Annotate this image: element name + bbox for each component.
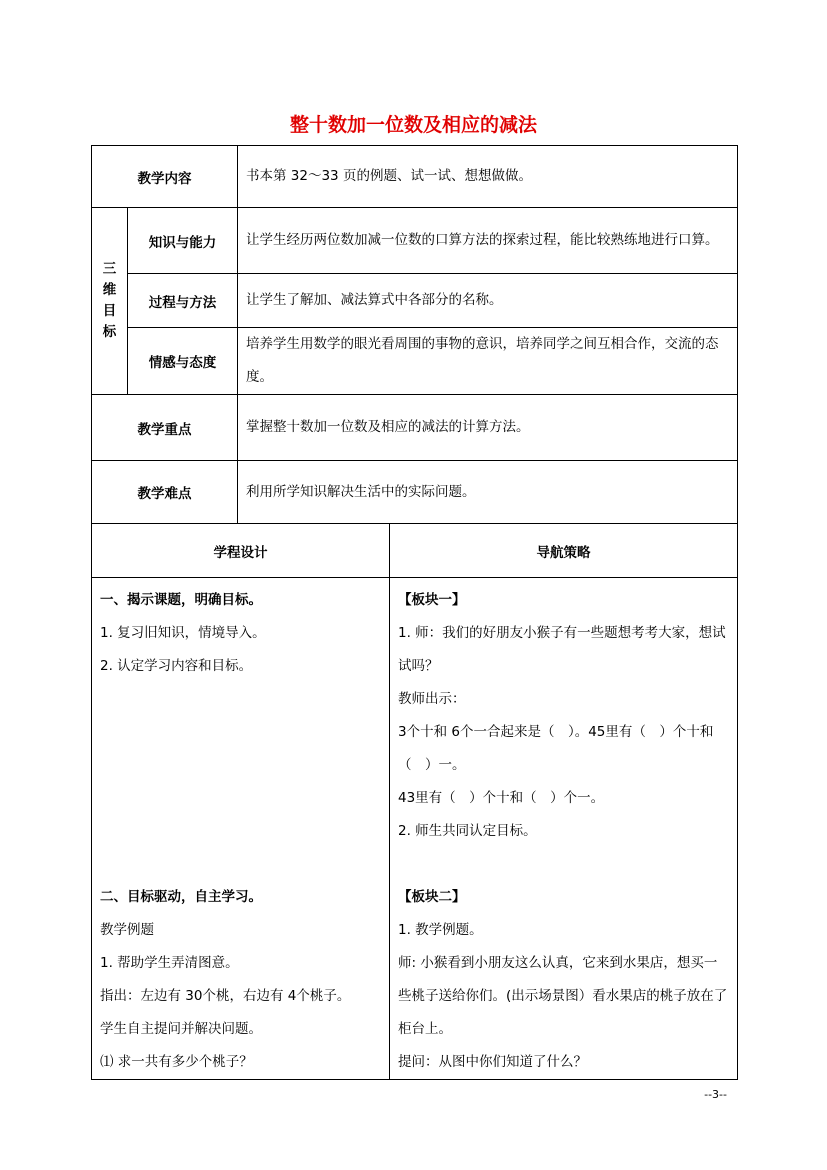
block-title: 【板块二】 xyxy=(398,889,466,905)
value-difficulty: 利用所学知识解决生活中的实际问题。 xyxy=(238,461,738,524)
label-emotion: 情感与态度 xyxy=(128,328,238,395)
label-three-dim-goals: 三 维 目 标 xyxy=(92,208,128,395)
list-item: 43里有（ ）个十和（ ）个一。 xyxy=(398,790,605,806)
label-key-point: 教学重点 xyxy=(92,395,238,461)
list-item: 指出：左边有 30个桃，右边有 4个桃子。 xyxy=(100,988,351,1004)
row-design-header xyxy=(92,524,738,578)
navigation-strategy-column xyxy=(390,578,738,1080)
document-title: 整十数加一位数及相应的减法 xyxy=(289,114,537,136)
header-navigation-strategy: 导航策略 xyxy=(390,524,738,578)
value-knowledge: 让学生经历两位数加减一位数的口算方法的探索过程，能比较熟练地进行口算。 xyxy=(238,208,738,274)
value-process: 让学生了解加、减法算式中各部分的名称。 xyxy=(238,274,738,328)
list-item: 2. 认定学习内容和目标。 xyxy=(100,658,253,674)
row-process xyxy=(92,274,738,328)
list-item: 1. 复习旧知识，情境导入。 xyxy=(100,625,266,641)
row-emotion xyxy=(92,328,738,395)
list-item: 3个十和 6个一合起来是（ ）。45里有（ ）个十和（ ）一。 xyxy=(398,724,714,773)
list-item: 师: 小猴看到小朋友这么认真，它来到水果店，想买一些桃子送给你们。(出示场景图）看水果店的桃子放在了柜台上。 xyxy=(398,955,728,1037)
lesson-plan-table xyxy=(91,145,738,1080)
label-knowledge: 知识与能力 xyxy=(128,208,238,274)
list-item: 1. 帮助学生弄清图意。 xyxy=(100,955,239,971)
list-item: 学生自主提问并解决问题。 xyxy=(100,1021,262,1037)
list-item: 教师出示： xyxy=(398,691,466,707)
row-knowledge xyxy=(92,208,738,274)
list-item: 2. 师生共同认定目标。 xyxy=(398,823,537,839)
value-key-point: 掌握整十数加一位数及相应的减法的计算方法。 xyxy=(238,395,738,461)
list-item: 1. 教学例题。 xyxy=(398,922,483,938)
row-key-point xyxy=(92,395,738,461)
row-teaching-content xyxy=(92,146,738,208)
value-teaching-content: 书本第 32～33 页的例题、试一试、想想做做。 xyxy=(238,146,738,208)
value-emotion: 培养学生用数学的眼光看周围的事物的意识，培养同学之间互相合作，交流的态度。 xyxy=(238,328,738,395)
row-design-content xyxy=(92,578,738,1080)
page-number: --3-- xyxy=(704,1088,727,1101)
label-process: 过程与方法 xyxy=(128,274,238,328)
list-item: 提问：从图中你们知道了什么？ xyxy=(398,1054,587,1070)
section-title: 一、揭示课题，明确目标。 xyxy=(100,592,262,608)
list-item: 1. 师：我们的好朋友小猴子有一些题想考考大家，想试试吗？ xyxy=(398,625,726,674)
block-title: 【板块一】 xyxy=(398,592,466,608)
row-difficulty xyxy=(92,461,738,524)
learning-design-column xyxy=(92,578,390,1080)
header-learning-design: 学程设计 xyxy=(92,524,390,578)
section-title: 二、目标驱动，自主学习。 xyxy=(100,889,262,905)
label-difficulty: 教学难点 xyxy=(92,461,238,524)
list-item: 教学例题 xyxy=(100,922,154,938)
label-teaching-content: 教学内容 xyxy=(92,146,238,208)
list-item: ⑴ 求一共有多少个桃子？ xyxy=(100,1054,253,1070)
